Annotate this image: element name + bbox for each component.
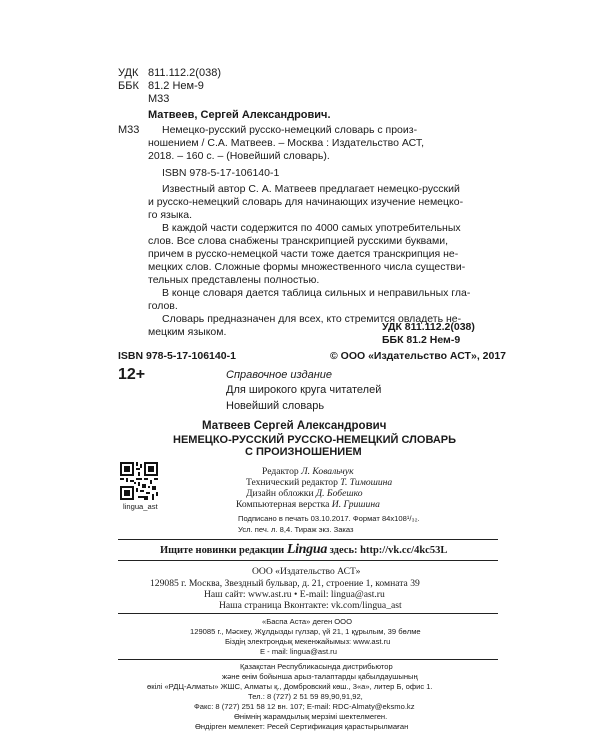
credit-role: Редактор — [262, 466, 299, 477]
credit-row — [246, 488, 363, 499]
annotation-line: тельных представлены полностью. — [148, 274, 320, 286]
annotation-line: В каждой части содержится по 4000 самых употребительных — [162, 222, 461, 234]
kz-line: E - mail: lingua@ast.ru — [260, 647, 337, 656]
author-mark: М33 — [148, 93, 170, 105]
edition-audience: Для широкого круга читателей — [226, 384, 382, 396]
age-rating: 12+ — [118, 366, 146, 383]
card-description-line: ношением / С.А. Матвеев. – Москва : Издательство АСТ, — [148, 137, 424, 149]
card-description-line: 2018. – 160 с. – (Новейший словарь). — [148, 150, 330, 162]
edition-series: Новейший словарь — [226, 400, 325, 412]
publisher-address: 129085 г. Москва, Звездный бульвар, д. 21, строение 1, комната 39 — [150, 578, 420, 589]
credit-name: Т. Тимошина — [340, 477, 393, 488]
credit-role: Технический редактор — [246, 477, 338, 488]
kz-distributor-line: Қазақстан Республикасында дистрибьютор — [240, 662, 393, 671]
kz-distributor-line: Факс: 8 (727) 251 58 12 вн. 107; E-mail: RDC-Almaty@eksmo.kz — [194, 702, 415, 711]
divider — [118, 613, 498, 614]
kz-line: 129085 г., Мәскеу, Жұлдызды гүлзар, үй 21, 1 құрылым, 39 бөлме — [190, 627, 421, 636]
kz-distributor-line: Өндірген мемлекет: Ресей Сертификация қарастырылмаған — [195, 722, 409, 731]
publisher-site: Наш сайт: www.ast.ru • E-mail: lingua@ast.ru — [204, 589, 385, 600]
kz-line: Біздің электрондық мекенжайымыз: www.ast.ru — [225, 637, 391, 646]
book-title-line2: С ПРОИЗНОШЕНИЕМ — [245, 446, 362, 458]
edition-type: Справочное издание — [226, 369, 332, 381]
kz-distributor-line: өкілі «РДЦ-Алматы» ЖШС, Алматы қ., Домбровский көш., 3«а», литер Б, офис 1. — [147, 682, 433, 691]
book-title-line1: НЕМЕЦКО-РУССКИЙ РУССКО-НЕМЕЦКИЙ СЛОВАРЬ — [173, 434, 457, 446]
print-details-line2: Усл. печ. л. 8,4. Тираж экз. Заказ — [238, 525, 354, 534]
annotation-line: и русско-немецкий словарь для начинающих изучение немецко- — [148, 196, 464, 208]
annotation-line: голов. — [148, 300, 178, 312]
bbk-label: ББК — [118, 80, 139, 92]
card-bbk: ББК 81.2 Нем-9 — [382, 334, 461, 346]
copyright: © ООО «Издательство АСТ», 2017 — [330, 350, 507, 362]
card-author-heading: Матвеев, Сергей Александрович. — [148, 109, 331, 121]
annotation-line: мецких слов. Сложные формы множественного числа существи- — [148, 261, 466, 273]
annotation-line: Словарь предназначен для всех, кто стремится овладеть не- — [162, 313, 462, 325]
credit-role: Компьютерная верстка — [236, 499, 330, 510]
kz-distributor-line: және өнім бойынша арыз-талаптарды қабылдаушының — [222, 672, 418, 681]
annotation-line: го языка. — [148, 209, 192, 221]
credit-name: И. Гришина — [331, 499, 380, 510]
credit-row — [262, 466, 354, 477]
publisher-vk: Наша страница Вконтакте: vk.com/lingua_ast — [219, 600, 402, 611]
udk-value: 811.112.2(038) — [148, 67, 221, 79]
divider — [118, 659, 498, 660]
qr-caption: lingua_ast — [123, 502, 158, 511]
annotation-line: причем в русско-немецкой части тоже дается транскрипция не- — [148, 248, 459, 260]
kz-distributor-line: Өнімнің жарамдылық мерзімі шектелмеген. — [234, 712, 388, 721]
annotation-line: слов. Все слова снабжены транскрипцией русскими буквами, — [148, 235, 448, 247]
credit-name: Л. Ковальчук — [301, 466, 354, 477]
lingua-suffix: здесь: http://vk.cc/4kc53L — [329, 545, 448, 556]
credit-role: Дизайн обложки — [246, 488, 314, 499]
kz-line: «Баспа Аста» деген ООО — [262, 617, 352, 626]
card-isbn: ISBN 978-5-17-106140-1 — [162, 167, 280, 179]
lingua-logo: Lingua — [286, 542, 328, 557]
card-description — [148, 124, 498, 163]
credit-name: Д. Бобешко — [316, 488, 363, 499]
credit-row — [246, 477, 392, 488]
print-details-line1: Подписано в печать 03.10.2017. Формат 84х108¹/₃₂. — [238, 514, 420, 523]
udk-label: УДК — [118, 67, 139, 79]
kz-distributor-line: Тел.: 8 (727) 2 51 59 89,90,91,92, — [248, 692, 363, 701]
divider — [118, 560, 498, 561]
annotation-line: В конце словаря дается таблица сильных и неправильных гла- — [162, 287, 471, 299]
bbk-value: 81.2 Нем-9 — [148, 80, 204, 92]
book-author: Матвеев Сергей Александрович — [202, 420, 387, 432]
card-annotation — [148, 183, 498, 339]
isbn-main: ISBN 978-5-17-106140-1 — [118, 350, 236, 362]
qr-code — [120, 462, 158, 500]
credit-row — [236, 499, 380, 510]
card-mark: М33 — [118, 124, 140, 136]
annotation-line: мецким языком. — [148, 326, 227, 338]
lingua-banner — [160, 543, 447, 558]
card-udk: УДК 811.112.2(038) — [382, 321, 475, 333]
lingua-prefix: Ищите новинки редакции — [160, 545, 285, 556]
card-description-line: Немецко-русский русско-немецкий словарь с произ- — [162, 124, 418, 136]
publisher-name: ООО «Издательство АСТ» — [252, 566, 361, 577]
annotation-line: Известный автор С. А. Матвеев предлагает немецко-русский — [162, 183, 460, 195]
divider — [118, 539, 498, 540]
